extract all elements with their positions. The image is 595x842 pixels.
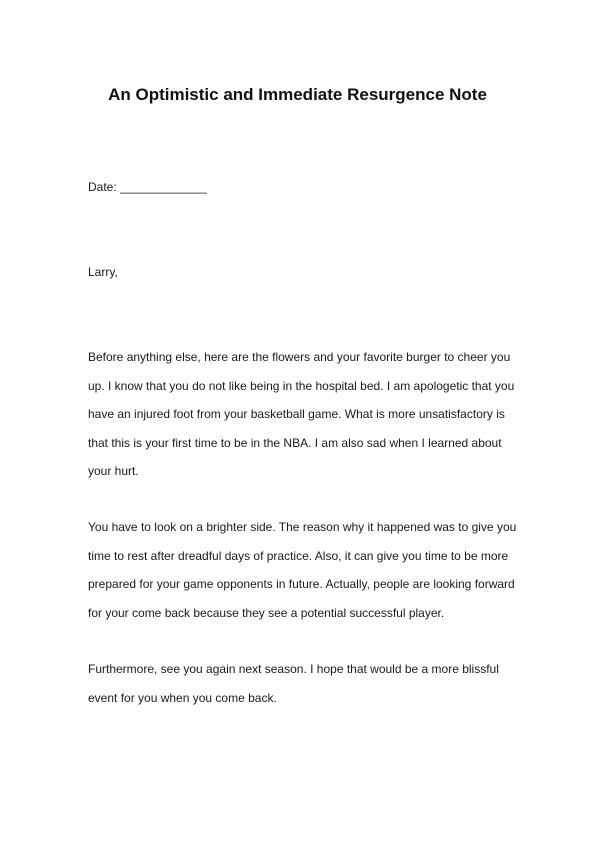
paragraph-line: that this is your first time to be in the NBA. I am also sad when I learned about xyxy=(88,435,502,450)
paragraph-line: time to rest after dreadful days of practice. Also, it can give you time to be more xyxy=(88,548,509,563)
paragraph-1 xyxy=(88,343,520,486)
paragraph-line: for your come back because they see a potential successful player. xyxy=(88,605,445,620)
paragraph-line: have an injured foot from your basketball game. What is more unsatisfactory is xyxy=(88,407,505,421)
paragraph-line: You have to look on a brighter side. The reason why it happened was to give you xyxy=(88,520,517,534)
paragraph-line: Before anything else, here are the flowers and your favorite burger to cheer you xyxy=(88,350,511,364)
paragraph-3 xyxy=(88,655,520,712)
paragraph-line: event for you when you come back. xyxy=(88,690,277,705)
paragraph-line: your hurt. xyxy=(88,464,139,478)
paragraph-line: prepared for your game opponents in future. Actually, people are looking forward xyxy=(88,577,515,591)
date-line: Date: _____________ xyxy=(88,180,207,194)
paragraph-line: up. I know that you do not like being in the hospital bed. I am apologetic that you xyxy=(88,378,515,393)
paragraph-line: Furthermore, see you again next season. I hope that would be a more blissful xyxy=(88,662,499,676)
salutation: Larry, xyxy=(88,265,118,279)
document-title: An Optimistic and Immediate Resurgence Note xyxy=(108,85,487,104)
paragraph-2 xyxy=(88,513,520,627)
